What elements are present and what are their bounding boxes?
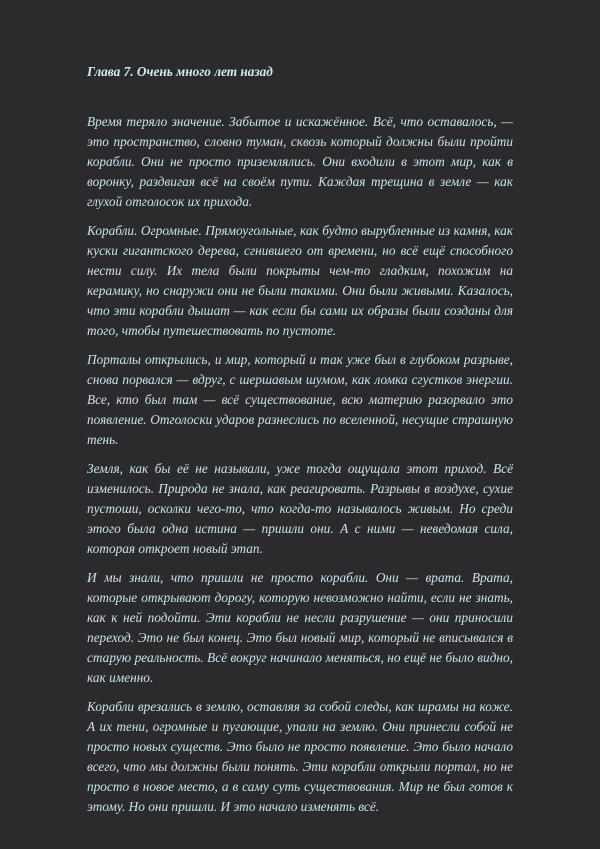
paragraph-1: Время теряло значение. Забытое и искажённое. Всё, что оставалось, — это пространство, словно туман, сквозь который должны были пройти корабли. Они не просто приземлялись. Они входили в этот мир, как в воронку, раздвигая всё на своём пути. Каждая трещина в земле — как глухой отголосок их прихода. <box>87 114 513 209</box>
paragraph-2: Корабли. Огромные. Прямоугольные, как будто вырубленные из камня, как куски гигантского дерева, сгнившего от времени, но всё ещё способного нести силу. Их тела были покрыты чем-то гладким, похожим на керамику, но снаружи они не были такими. Они были живыми. Казалось, что эти корабли дышат — как если бы сами их образы были созданы для того, чтобы путешествовать по пустоте. <box>87 223 513 338</box>
chapter-title: Глава 7. Очень много лет назад <box>87 64 273 79</box>
paragraph-5: И мы знали, что пришли не просто корабли. Они — врата. Врата, которые открывают дорогу, которую невозможно найти, если не знать, как к ней подойти. Эти корабли не несли разрушение — они приносили переход. Это не был конец. Это был новый мир, который не вписывался в старую реальность. Всё вокруг начинало меняться, но ещё не было видно, как именно. <box>87 570 513 685</box>
paragraph-6: Корабли врезались в землю, оставляя за собой следы, как шрамы на коже. А их тени, огромные и пугающие, упали на землю. Они принесли собой не просто новых существ. Это было не просто появление. Это было начало всего, что мы должны были понять. Эти корабли открыли портал, но не просто в новое место, а в саму суть существования. Мир не был готов к этому. Но они пришли. И это начало изменять всё. <box>87 699 513 814</box>
paragraph-4: Земля, как бы её не называли, уже тогда ощущала этот приход. Всё изменилось. Природа не знала, как реагировать. Разрывы в воздухе, сухие пустоши, осколки чего-то, что когда-то называлось живым. Но среди этого была одна истина — пришли они. А с ними — неведомая сила, которая откроет новый этап. <box>87 461 513 556</box>
paragraph-3: Порталы открылись, и мир, который и так уже был в глубоком разрыве, снова порвался — вдруг, с шершавым шумом, как ломка сгустков энергии. Все, кто был там — всё существование, всю материю разорвало это появление. Отголоски ударов разнеслись по вселенной, несущие страшную тень. <box>87 352 513 447</box>
